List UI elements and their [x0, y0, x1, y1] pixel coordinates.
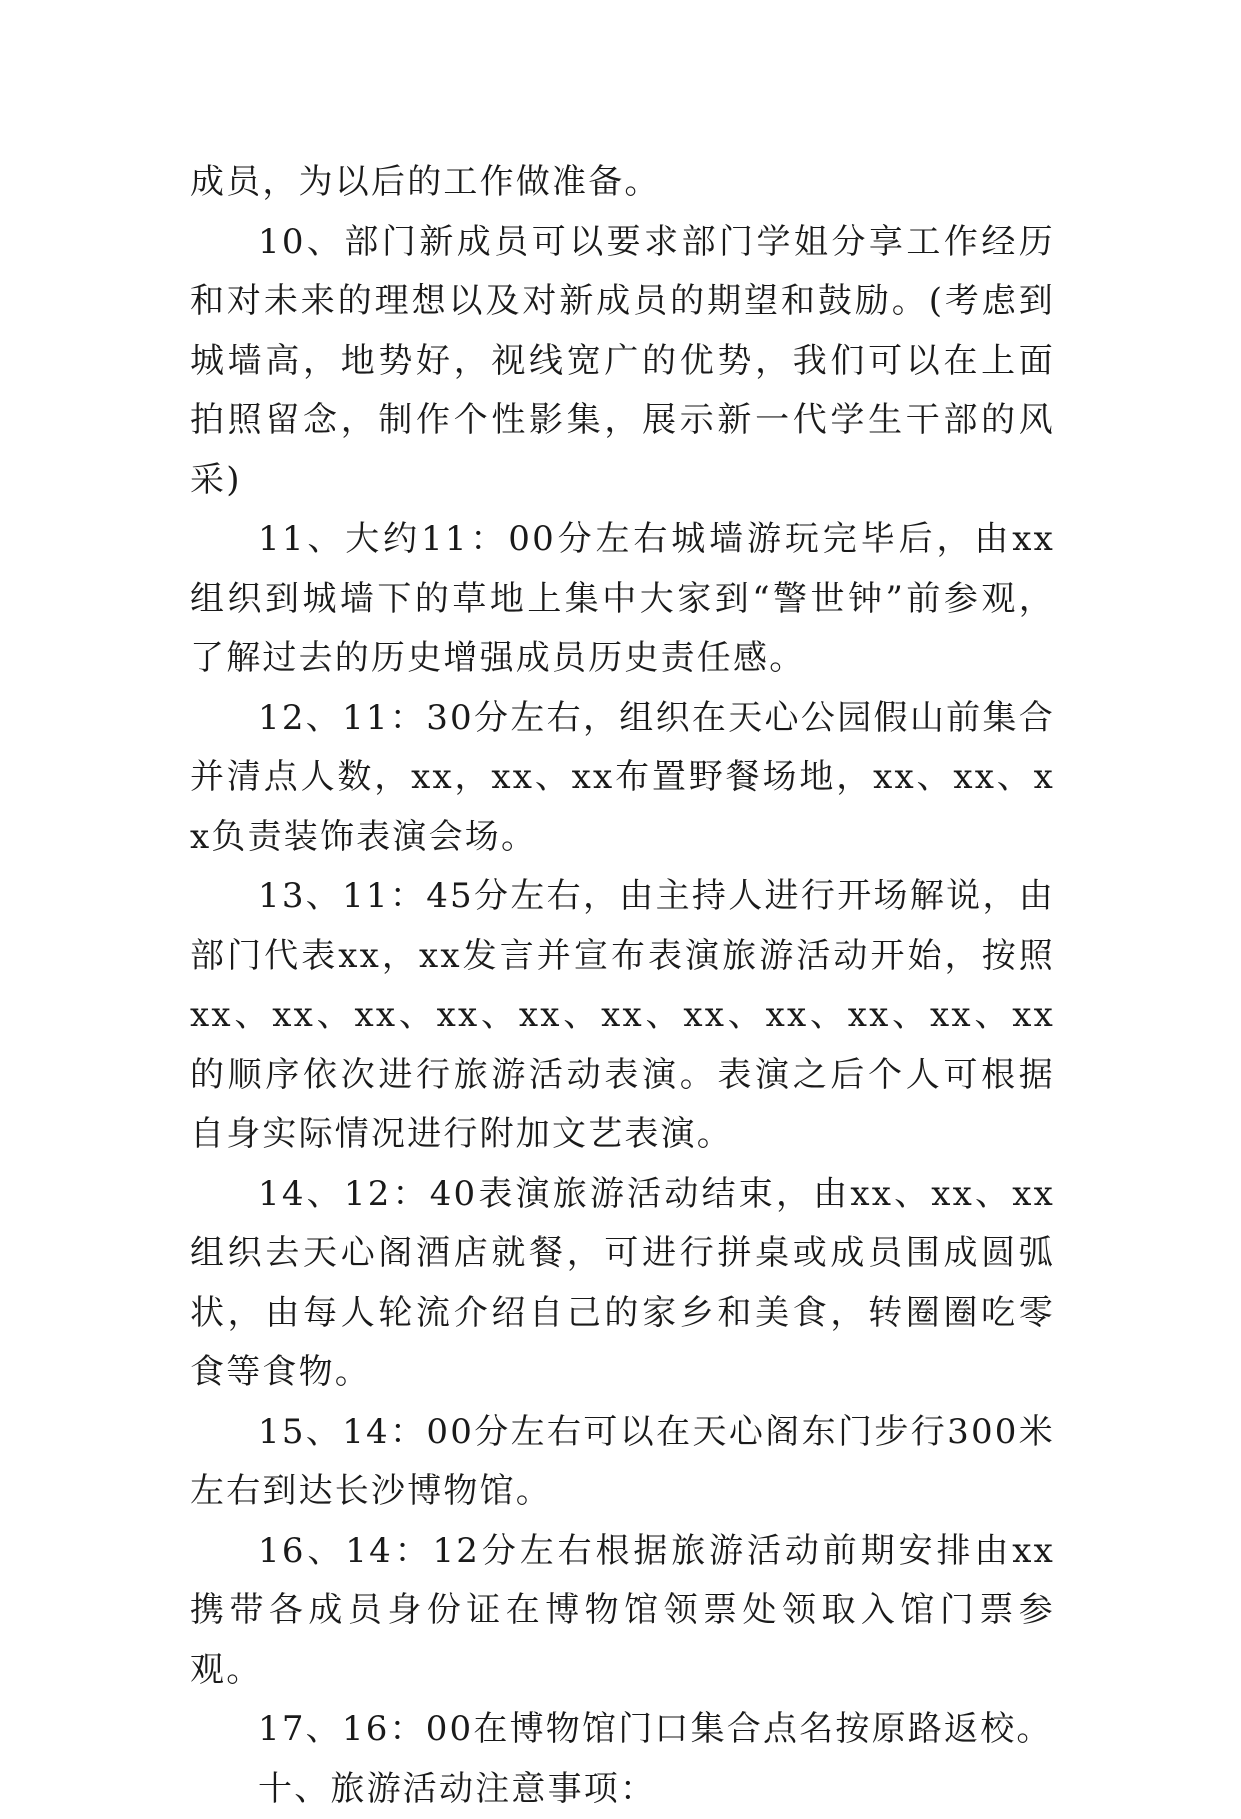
paragraph-continuation: 成员，为以后的工作做准备。 — [190, 153, 1055, 213]
paragraph-item-15: 15、14：00分左右可以在天心阁东门步行300米左右到达长沙博物馆。 — [190, 1403, 1055, 1522]
paragraph-item-13: 13、11：45分左右，由主持人进行开场解说，由部门代表xx，xx发言并宣布表演旅游活动开始，按照xx、xx、xx、xx、xx、xx、xx、xx、xx、xx、xx的顺序依次进行旅游活动表演。表演之后个人可根据自身实际情况进行附加文艺表演。 — [190, 867, 1055, 1165]
document-body — [190, 153, 1055, 1819]
paragraph-item-14: 14、12：40表演旅游活动结束，由xx、xx、xx组织去天心阁酒店就餐，可进行拼桌或成员围成圆弧状，由每人轮流介绍自己的家乡和美食，转圈圈吃零食等食物。 — [190, 1165, 1055, 1403]
paragraph-item-16: 16、14：12分左右根据旅游活动前期安排由xx携带各成员身份证在博物馆领票处领取入馆门票参观。 — [190, 1522, 1055, 1701]
paragraph-item-17: 17、16：00在博物馆门口集合点名按原路返校。 — [190, 1700, 1055, 1760]
paragraph-item-12: 12、11：30分左右，组织在天心公园假山前集合并清点人数，xx，xx、xx布置野餐场地，xx、xx、xx负责装饰表演会场。 — [190, 689, 1055, 868]
paragraph-item-10: 10、部门新成员可以要求部门学姐分享工作经历和对未来的理想以及对新成员的期望和鼓励。(考虑到城墙高，地势好，视线宽广的优势，我们可以在上面拍照留念，制作个性影集，展示新一代学生干部的风采) — [190, 213, 1055, 511]
section-heading-10: 十、旅游活动注意事项： — [190, 1760, 1055, 1819]
paragraph-item-11: 11、大约11：00分左右城墙游玩完毕后，由xx组织到城墙下的草地上集中大家到“警世钟”前参观，了解过去的历史增强成员历史责任感。 — [190, 510, 1055, 689]
